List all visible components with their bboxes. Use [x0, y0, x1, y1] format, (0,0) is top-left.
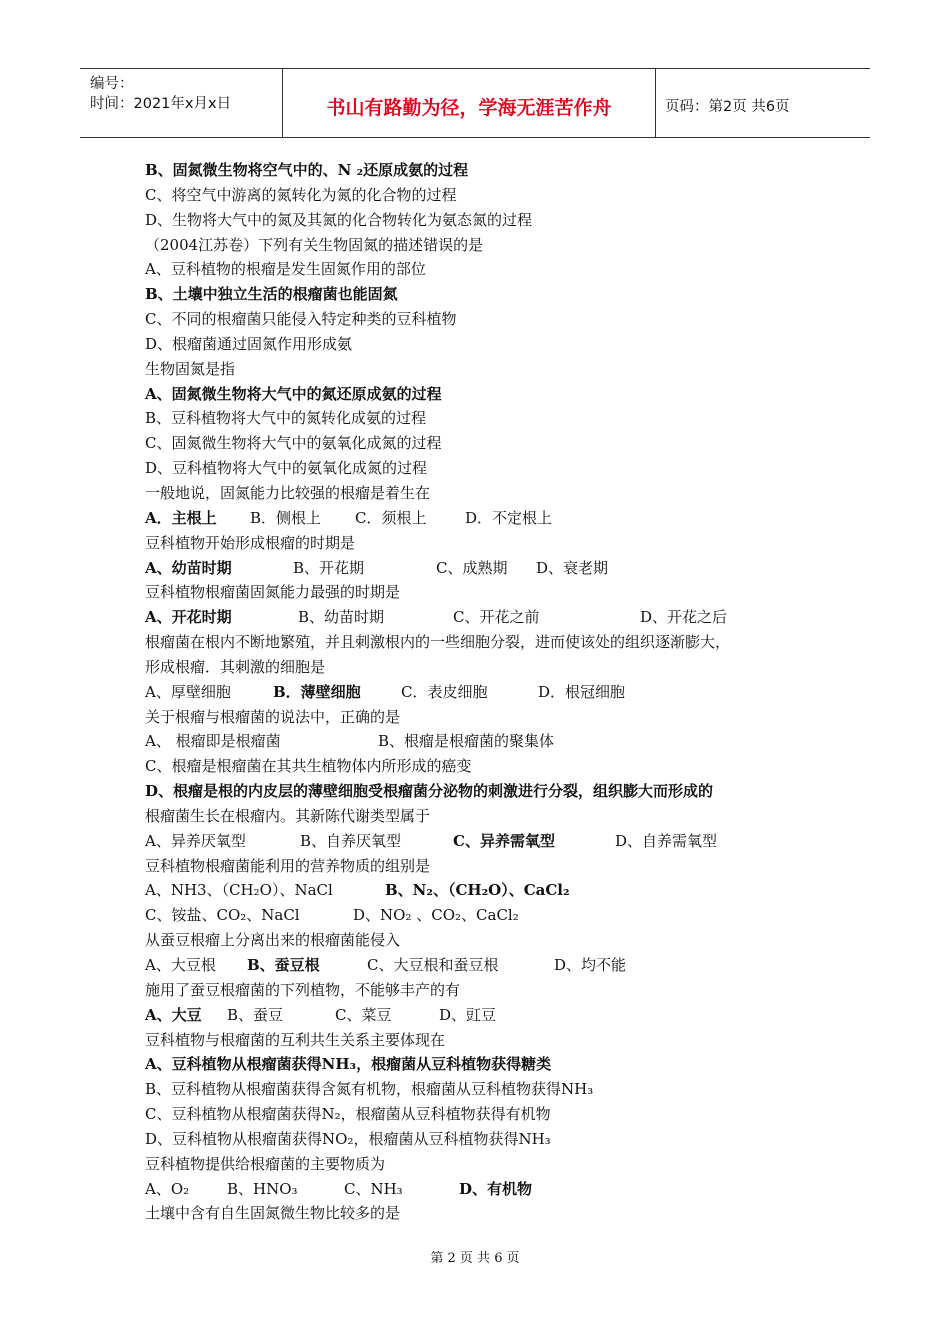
option-item: C、铵盐、CO₂、NaCl	[145, 906, 300, 925]
header-meta	[80, 69, 282, 137]
text-line: C、根瘤是根瘤菌在其共生植物体内所形成的癌变	[145, 757, 472, 776]
option-row	[145, 506, 825, 531]
option-item: A、大豆根	[145, 956, 216, 974]
option-item: A、 根瘤即是根瘤菌	[145, 732, 281, 751]
page-header	[80, 68, 870, 138]
option-item: A、异养厌氧型	[145, 831, 246, 850]
option-row	[145, 878, 825, 903]
option-item: A、幼苗时期	[145, 558, 232, 577]
text-line: 形成根瘤．其刺激的细胞是	[145, 657, 326, 676]
text-line: B、豆科植物将大气中的氮转化成氨的过程	[145, 409, 427, 428]
document-time-label: 时间：2021年x月x日	[90, 96, 232, 112]
option-item: D、开花之后	[640, 608, 728, 627]
option-item: C、开花之前	[453, 608, 540, 627]
text-line: C、固氮微生物将大气中的氨氧化成氮的过程	[145, 434, 442, 453]
header-page-cell	[655, 69, 870, 137]
option-item: A．主根上	[145, 508, 217, 527]
option-item: B．侧根上	[250, 508, 322, 527]
option-item: B、自养厌氧型	[300, 831, 402, 850]
option-item: C、成熟期	[436, 558, 508, 577]
text-line: A、豆科植物从根瘤菌获得NH₃，根瘤菌从豆科植物获得糖类	[145, 1055, 552, 1074]
option-item: A、厚壁细胞	[145, 682, 231, 701]
option-item: B、幼苗时期	[298, 608, 385, 627]
text-line: 施用了蚕豆根瘤菌的下列植物，不能够丰产的有	[145, 980, 461, 999]
text-line: 一般地说，固氮能力比较强的根瘤是着生在	[145, 483, 431, 502]
option-item: D、NO₂ 、CO₂、CaCl₂	[353, 906, 519, 925]
document-number-label: 编号：	[90, 76, 134, 92]
option-row	[145, 903, 825, 928]
header-motto: 书山有路勤为径，学海无涯苦作舟	[326, 97, 612, 119]
option-item: D、自养需氧型	[615, 831, 718, 850]
option-item: D．不定根上	[465, 508, 553, 527]
text-line: C、不同的根瘤菌只能侵入特定种类的豆科植物	[145, 310, 457, 329]
text-line: D、豆科植物从根瘤菌获得NO₂，根瘤菌从豆科植物获得NH₃	[145, 1129, 551, 1148]
text-line: （2004江苏卷）下列有关生物固氮的描述错误的是	[145, 235, 484, 254]
text-line: 生物固氮是指	[145, 359, 236, 378]
text-line: B、固氮微生物将空气中的、N ₂还原成氨的过程	[145, 161, 469, 179]
text-line: D、豆科植物将大气中的氨氧化成氮的过程	[145, 459, 428, 478]
option-item: D、有机物	[459, 1179, 533, 1198]
document-body	[145, 158, 825, 1226]
text-line: D、生物将大气中的氮及其氮的化合物转化为氨态氮的过程	[145, 210, 533, 229]
option-row	[145, 953, 825, 978]
option-item: D、衰老期	[536, 558, 609, 577]
text-line: B、土壤中独立生活的根瘤菌也能固氮	[145, 285, 398, 304]
option-item: A、O₂	[145, 1179, 190, 1198]
text-line: 关于根瘤与根瘤菌的说法中，正确的是	[145, 707, 401, 726]
option-item: C．须根上	[355, 508, 427, 527]
text-line: 豆科植物与根瘤菌的互利共生关系主要体现在	[145, 1030, 446, 1049]
text-line: A、豆科植物的根瘤是发生固氮作用的部位	[145, 260, 426, 279]
option-row	[145, 1177, 825, 1202]
option-item: D、豇豆	[439, 1005, 497, 1024]
option-item: C、菜豆	[335, 1005, 392, 1024]
option-item: C．表皮细胞	[401, 682, 488, 701]
text-line: 豆科植物根瘤菌能利用的营养物质的组别是	[145, 856, 431, 875]
header-page-info: 页码：第2页 共6页	[665, 99, 790, 115]
option-item: B、蚕豆	[227, 1005, 284, 1024]
text-line: 土壤中含有自生固氮微生物比较多的是	[145, 1204, 401, 1223]
text-line: 根瘤菌生长在根瘤内。其新陈代谢类型属于	[145, 806, 431, 825]
text-line: 从蚕豆根瘤上分离出来的根瘤菌能侵入	[145, 931, 401, 950]
option-item: B、根瘤是根瘤菌的聚集体	[378, 732, 555, 751]
option-item: A、大豆	[145, 1005, 202, 1024]
text-line: 豆科植物根瘤菌固氮能力最强的时期是	[145, 583, 401, 602]
option-item: D．根冠细胞	[538, 682, 626, 701]
option-item: C、大豆根和蚕豆根	[367, 956, 499, 974]
text-line: 根瘤菌在根内不断地繁殖，并且刺激根内的一些细胞分裂，进而使该处的组织逐渐膨大，	[145, 633, 731, 652]
option-row	[145, 729, 825, 754]
text-line: B、豆科植物从根瘤菌获得含氮有机物，根瘤菌从豆科植物获得NH₃	[145, 1080, 594, 1099]
option-item: B、开花期	[293, 558, 365, 577]
option-item: D、均不能	[554, 956, 627, 974]
option-item: B、N₂、（CH₂O）、CaCl₂	[385, 881, 570, 900]
text-line: C、将空气中游离的氮转化为氮的化合物的过程	[145, 185, 457, 204]
option-item: A、开花时期	[145, 608, 232, 627]
option-item: A、NH3、（CH₂O）、NaCl	[145, 881, 333, 900]
option-item: B、HNO₃	[227, 1179, 298, 1198]
option-item: B、蚕豆根	[247, 956, 320, 974]
option-item: C、异养需氧型	[453, 831, 555, 850]
option-row	[145, 605, 825, 630]
option-row	[145, 556, 825, 581]
text-line: A、固氮微生物将大气中的氮还原成氨的过程	[145, 384, 442, 403]
text-line: C、豆科植物从根瘤菌获得N₂，根瘤菌从豆科植物获得有机物	[145, 1105, 551, 1124]
option-row	[145, 829, 825, 854]
option-row	[145, 680, 825, 705]
option-row	[145, 1003, 825, 1028]
option-item: C、NH₃	[344, 1179, 403, 1198]
option-item: B．薄壁细胞	[273, 682, 361, 701]
header-motto-cell	[282, 69, 656, 137]
text-line: 豆科植物提供给根瘤菌的主要物质为	[145, 1154, 386, 1173]
text-line: D、根瘤菌通过固氮作用形成氨	[145, 334, 353, 353]
text-line: 豆科植物开始形成根瘤的时期是	[145, 533, 356, 552]
page-footer: 第 2 页 共 6 页	[430, 1251, 520, 1266]
text-line: D、根瘤是根的内皮层的薄壁细胞受根瘤菌分泌物的刺激进行分裂，组织膨大而形成的	[145, 782, 714, 801]
